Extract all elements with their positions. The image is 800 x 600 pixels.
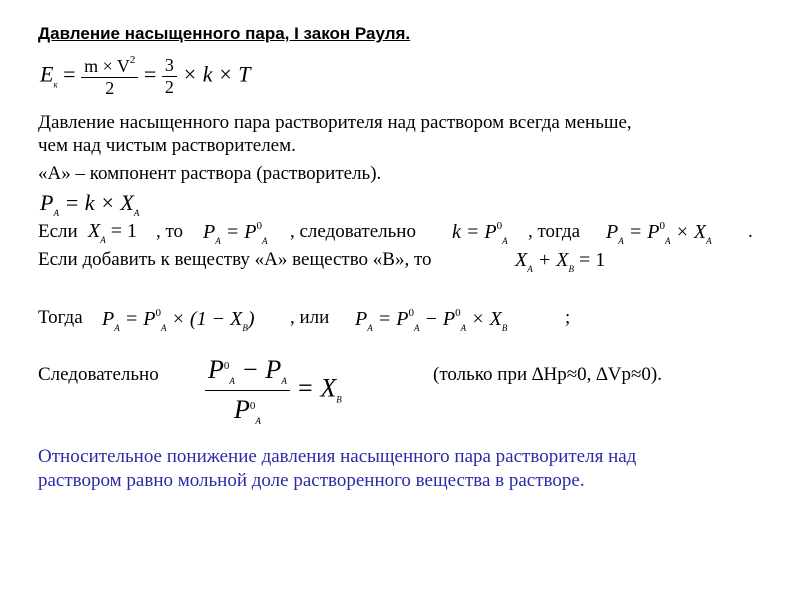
sled-label: Следовательно (38, 364, 159, 385)
energy-eq2: = (143, 61, 157, 87)
page-title: Давление насыщенного пара, I закон Рауля. (38, 24, 411, 43)
sled-fraction: $\frac{P^0_А - P_А}{P^0_А}$ (205, 355, 290, 426)
sled-fraction-formula (205, 355, 342, 426)
sled-condition: (только при ∆Hр≈0, ∆Vр≈0). (433, 364, 663, 385)
energy-den1: 2 (105, 78, 115, 98)
togda-formula1: $P_А = P^0_А \times (1 - X_В)$ (102, 307, 255, 333)
if-raoult-formula: $P_А = P^0_А \times X_А$ (606, 220, 712, 246)
if-to: , то (156, 221, 184, 242)
pa-rhs: = k × X (64, 190, 134, 215)
pa-lhs: P (40, 190, 54, 215)
conclusion-line2: раствором равно мольной доле растворенного вещества в растворе. (38, 470, 585, 491)
add-line-formula: $X_А + X_В = 1$ (515, 249, 606, 274)
energy-lhs-sub: к (53, 79, 58, 90)
togda-formula2: $P_А = P^0_А - P^0_А \times X_В$ (355, 307, 508, 333)
energy-num1: m × V (84, 56, 130, 76)
sled-rhs-sub: В (336, 394, 342, 405)
paragraph1-line2: чем над чистым растворителем. (38, 135, 296, 156)
togda-semicolon: ; (565, 307, 571, 328)
formula-pa (40, 190, 139, 218)
energy-num1-sup: 2 (129, 54, 136, 66)
togda-ili: , или (290, 307, 330, 328)
formula-energy (40, 54, 251, 99)
energy-frac2 (162, 55, 177, 98)
energy-frac1 (81, 54, 138, 99)
pa-lhs-sub: А (53, 208, 59, 218)
energy-rhs: × k × T (182, 61, 251, 87)
if-label: Если (38, 221, 78, 242)
pa-rhs-sub: А (133, 208, 140, 218)
component-line: «А» – компонент раствора (растворитель). (38, 163, 382, 184)
sled-rhs: = X (296, 373, 337, 403)
paragraph1-line1: Давление насыщенного пара растворителя над раствором всегда меньше, (38, 112, 632, 133)
conclusion-line1: Относительное понижение давления насыщенного пара растворителя над (38, 446, 637, 467)
if-togda: , тогда (528, 221, 580, 242)
energy-den2: 2 (164, 77, 174, 97)
energy-num2: 3 (162, 55, 177, 77)
add-line-text: Если добавить к веществу «А» вещество «В», то (38, 249, 432, 270)
if-dot: . (748, 221, 753, 242)
togda-label: Тогда (38, 307, 83, 328)
energy-lhs: E (40, 61, 54, 87)
if-xa-eq-1: $X_А = 1$ (88, 220, 137, 245)
energy-eq: = (63, 61, 76, 87)
if-pa-eq-p0: $P_А = P^0_А$ (203, 220, 268, 246)
if-k-eq-p0: $k = P^0_А$ (452, 220, 508, 246)
if-sled: , следовательно (290, 221, 416, 242)
